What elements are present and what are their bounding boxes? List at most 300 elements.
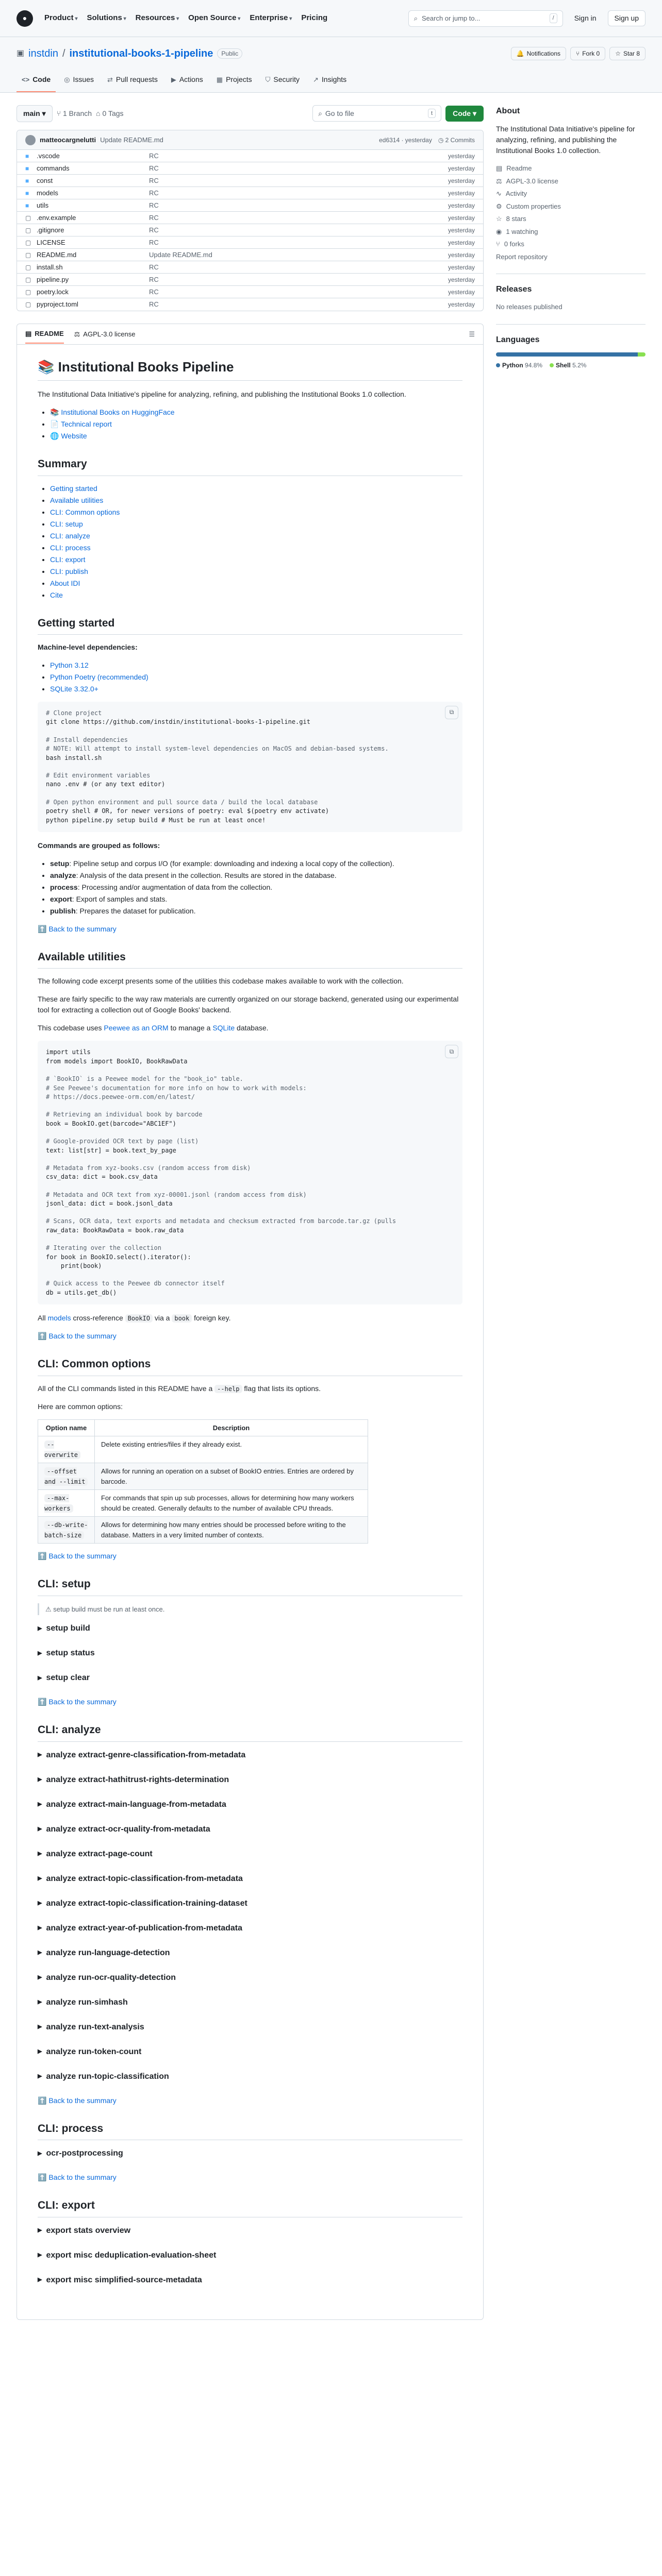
details-toggle[interactable] bbox=[38, 1774, 462, 1786]
file-date: yesterday bbox=[448, 214, 475, 222]
fork-button[interactable] bbox=[570, 47, 605, 60]
file-name-label: utils bbox=[37, 201, 49, 209]
cli-p2: Here are common options: bbox=[38, 1402, 123, 1411]
nav-open-source[interactable]: Open Source ▾ bbox=[188, 12, 240, 24]
triangle-right-icon: ▶ bbox=[38, 1801, 42, 1808]
repo-name-link[interactable]: institutional-books-1-pipeline bbox=[69, 48, 213, 59]
option-desc: For commands that spin up sub processes, allows for determining how many workers should be created. Generally defaults to the number of available CPU threads. bbox=[95, 1490, 368, 1517]
group-desc: : Processing and/or augmentation of data from the collection. bbox=[77, 883, 273, 891]
details-label: analyze extract-genre-classification-from-metadata bbox=[46, 1750, 246, 1759]
language-bar-segment bbox=[638, 352, 646, 357]
tab-license-label: AGPL-3.0 license bbox=[83, 330, 136, 338]
file-name-link[interactable] bbox=[25, 275, 149, 285]
file-name-label: LICENSE bbox=[37, 238, 65, 246]
triangle-right-icon: ▶ bbox=[38, 1650, 42, 1656]
option-desc: Allows for running an operation on a subset of BookIO entries. Entries are ordered by barcode. bbox=[95, 1463, 368, 1490]
repo-header bbox=[0, 37, 662, 93]
details-toggle[interactable] bbox=[38, 2225, 462, 2237]
tab-security[interactable] bbox=[260, 71, 305, 92]
peewee-link[interactable]: Peewee as an ORM bbox=[104, 1024, 169, 1032]
language-dot-icon bbox=[550, 363, 554, 367]
table-row bbox=[17, 286, 483, 298]
file-date: yesterday bbox=[448, 251, 475, 259]
commit-hash[interactable]: ed6314 · yesterday bbox=[379, 136, 432, 144]
copy-icon[interactable]: ⧉ bbox=[445, 706, 458, 719]
groups-list bbox=[50, 858, 462, 917]
sidebar-item-label: 0 forks bbox=[504, 240, 524, 248]
triangle-right-icon: ▶ bbox=[38, 1925, 42, 1931]
details-toggle[interactable] bbox=[38, 1672, 462, 1684]
file-commit-message-link[interactable]: RC bbox=[149, 238, 159, 246]
back-to-summary-link[interactable]: ⬆️ Back to the summary bbox=[38, 924, 117, 933]
tab-projects[interactable] bbox=[211, 71, 257, 92]
file-commit-message-link[interactable]: RC bbox=[149, 300, 159, 309]
language-name: Python bbox=[502, 361, 523, 369]
group-name: publish bbox=[50, 906, 76, 915]
sidebar-item-star[interactable] bbox=[496, 214, 646, 224]
language-name: Shell bbox=[556, 361, 571, 369]
tab-readme[interactable] bbox=[25, 325, 64, 344]
details-toggle[interactable] bbox=[38, 1848, 462, 1860]
triangle-right-icon: ▶ bbox=[38, 1950, 42, 1956]
main-column bbox=[16, 105, 484, 2320]
dep-poetry-link[interactable]: Python Poetry (recommended) bbox=[50, 673, 148, 681]
code-line bbox=[46, 762, 454, 771]
summary-link[interactable]: CLI: publish bbox=[50, 567, 88, 575]
code-line: # Metadata and OCR text from xyz-00001.jsonl (random access from disk) bbox=[46, 1191, 307, 1198]
sidebar-item-book[interactable] bbox=[496, 163, 646, 174]
warning-icon: ⚠ bbox=[45, 1605, 52, 1613]
branch-select-button[interactable]: main ▾ bbox=[16, 105, 53, 122]
cli-analyze-heading: CLI: analyze bbox=[38, 1722, 462, 1742]
global-search-input[interactable] bbox=[408, 10, 563, 27]
book-icon: ▤ bbox=[25, 329, 32, 337]
star-button[interactable] bbox=[609, 47, 646, 60]
details-toggle[interactable] bbox=[38, 1873, 462, 1885]
tab-insights-label: Insights bbox=[321, 75, 347, 83]
details-toggle[interactable] bbox=[38, 2249, 462, 2262]
sidebar-item-label: 1 watching bbox=[506, 227, 538, 235]
table-row bbox=[38, 1463, 368, 1490]
details-toggle[interactable] bbox=[38, 1947, 462, 1959]
code-line bbox=[46, 1270, 454, 1279]
goto-shortcut: t bbox=[428, 109, 436, 118]
nav-pricing[interactable]: Pricing bbox=[301, 13, 328, 23]
language-dot-icon bbox=[496, 363, 500, 367]
details-toggle[interactable] bbox=[38, 1749, 462, 1761]
file-commit-message-link[interactable]: RC bbox=[149, 201, 159, 209]
groups-label: Commands are grouped as follows: bbox=[38, 841, 160, 850]
tags-label: 0 Tags bbox=[102, 109, 124, 117]
tab-code[interactable] bbox=[16, 71, 56, 92]
file-name-link[interactable] bbox=[25, 287, 149, 297]
file-icon: ▢ bbox=[25, 214, 31, 222]
details-toggle[interactable] bbox=[38, 1972, 462, 1984]
code-line: poetry shell # OR, for newer versions of poetry: eval $(poetry env activate) bbox=[46, 807, 329, 815]
code-line bbox=[46, 1155, 454, 1164]
summary-link[interactable]: Available utilities bbox=[50, 496, 104, 504]
table-row bbox=[17, 224, 483, 236]
intro-links bbox=[50, 407, 462, 442]
details-toggle[interactable] bbox=[38, 1823, 462, 1836]
code-line: # `BookIO` is a Peewee model for the "book_io" table. bbox=[46, 1075, 243, 1083]
option-name: --max-workers bbox=[44, 1494, 73, 1513]
tab-license[interactable] bbox=[74, 325, 136, 344]
readme-panel bbox=[16, 324, 484, 2320]
details-label: analyze run-ocr-quality-detection bbox=[46, 1973, 176, 1982]
go-to-file-input[interactable] bbox=[312, 105, 441, 122]
triangle-right-icon: ▶ bbox=[38, 1826, 42, 1833]
tab-code-label: Code bbox=[32, 75, 51, 83]
nav-product[interactable]: Product ▾ bbox=[44, 12, 77, 24]
sign-in-link[interactable]: Sign in bbox=[574, 14, 597, 22]
file-commit-message-link[interactable]: RC bbox=[149, 275, 159, 283]
branch-icon: ⑂ bbox=[56, 109, 61, 117]
gear-icon: ⚙ bbox=[496, 202, 502, 210]
triangle-right-icon: ▶ bbox=[38, 2150, 42, 2157]
sidebar-item-label: AGPL-3.0 license bbox=[506, 177, 558, 185]
details-toggle[interactable] bbox=[38, 1922, 462, 1935]
option-desc: Delete existing entries/files if they already exist. bbox=[95, 1436, 368, 1463]
file-date: yesterday bbox=[448, 189, 475, 197]
install-code-block bbox=[38, 702, 462, 832]
file-name-label: README.md bbox=[37, 250, 77, 259]
table-row bbox=[17, 150, 483, 162]
file-icon: ▢ bbox=[25, 263, 31, 271]
graph-icon: ↗ bbox=[312, 75, 319, 83]
option-name-cell bbox=[38, 1463, 95, 1490]
dep-sqlite-link[interactable]: SQLite 3.32.0+ bbox=[50, 685, 98, 693]
options-table bbox=[38, 1419, 368, 1544]
technical-report-link[interactable]: 📄 Technical report bbox=[50, 420, 112, 428]
website-link[interactable]: 🌐 Website bbox=[50, 432, 87, 440]
code-line: git clone https://github.com/instdin/institutional-books-1-pipeline.git bbox=[46, 718, 310, 726]
readme-intro: The Institutional Data Initiative's pipeline for analyzing, refining, and publishing the Institutional Books 1.0 collection. bbox=[38, 390, 406, 398]
code-line: jsonl_data: dict = book.jsonl_data bbox=[46, 1200, 173, 1208]
sqlite-link[interactable]: SQLite bbox=[212, 1024, 235, 1032]
table-row bbox=[17, 298, 483, 311]
language-item[interactable] bbox=[550, 361, 586, 370]
file-commit-message-link[interactable]: RC bbox=[149, 226, 159, 234]
file-commit-message-link[interactable]: Update README.md bbox=[149, 250, 212, 259]
languages-heading: Languages bbox=[496, 335, 540, 344]
table-row bbox=[17, 187, 483, 199]
file-name-link[interactable] bbox=[25, 250, 149, 260]
folder-icon: ■ bbox=[25, 152, 29, 160]
search-shortcut: / bbox=[550, 13, 557, 23]
code-line: print(book) bbox=[46, 1262, 102, 1270]
dep-python-link[interactable]: Python 3.12 bbox=[50, 661, 89, 669]
list-item bbox=[50, 882, 462, 893]
table-row bbox=[38, 1436, 368, 1463]
file-name-link[interactable] bbox=[25, 213, 149, 223]
table-row bbox=[17, 162, 483, 175]
details-toggle[interactable] bbox=[38, 2046, 462, 2058]
history-icon: ◷ bbox=[438, 136, 444, 144]
group-name: setup bbox=[50, 859, 70, 868]
list-item bbox=[50, 858, 462, 869]
details-toggle[interactable] bbox=[38, 1996, 462, 2009]
group-name: analyze bbox=[50, 871, 76, 879]
sign-up-button[interactable]: Sign up bbox=[608, 10, 646, 26]
commits-label: 2 Commits bbox=[445, 136, 475, 144]
option-desc: Allows for determining how many entries should be processed before writing to the database. Matters in a very limited number of contexts. bbox=[95, 1517, 368, 1544]
util-p3-text-b: to manage a bbox=[168, 1024, 213, 1032]
file-name-link[interactable] bbox=[25, 151, 149, 161]
details-toggle[interactable] bbox=[38, 1622, 462, 1635]
file-name-link[interactable] bbox=[25, 163, 149, 174]
summary-link[interactable]: CLI: process bbox=[50, 543, 91, 552]
notifications-label: Notifications bbox=[526, 50, 560, 57]
file-commit-message-link[interactable]: RC bbox=[149, 151, 159, 160]
deps-label: Machine-level dependencies: bbox=[38, 643, 138, 651]
details-label: analyze extract-page-count bbox=[46, 1849, 153, 1858]
summary-link[interactable]: CLI: analyze bbox=[50, 531, 90, 540]
file-commit-message-link[interactable]: RC bbox=[149, 189, 159, 197]
tab-issues[interactable] bbox=[59, 71, 99, 92]
goto-placeholder: Go to file bbox=[325, 109, 354, 117]
triangle-right-icon: ▶ bbox=[38, 2227, 42, 2234]
commits-link[interactable] bbox=[438, 135, 475, 145]
details-toggle[interactable] bbox=[38, 1799, 462, 1811]
code-line: # See Peewee's documentation for more info on how to work with models: bbox=[46, 1084, 307, 1092]
code-line: db = utils.get_db() bbox=[46, 1289, 117, 1296]
table-row bbox=[17, 274, 483, 286]
cli-p1 bbox=[38, 1383, 462, 1394]
file-date: yesterday bbox=[448, 288, 475, 296]
cli-p1-text-b: flag that lists its options. bbox=[242, 1384, 321, 1393]
triangle-right-icon: ▶ bbox=[38, 1625, 42, 1632]
nav-resources[interactable]: Resources ▾ bbox=[136, 12, 179, 24]
notifications-button[interactable] bbox=[511, 47, 566, 60]
file-icon: ▢ bbox=[25, 251, 31, 259]
releases-heading[interactable]: Releases bbox=[496, 285, 532, 294]
details-label: setup status bbox=[46, 1649, 95, 1658]
table-row bbox=[17, 236, 483, 249]
summary-link[interactable]: CLI: export bbox=[50, 555, 86, 564]
file-commit-message-link[interactable]: RC bbox=[149, 263, 159, 271]
code-line: # Metadata from xyz-books.csv (random access from disk) bbox=[46, 1164, 251, 1172]
details-toggle[interactable] bbox=[38, 2147, 462, 2160]
language-bar-segment bbox=[496, 352, 638, 357]
details-toggle[interactable] bbox=[38, 1647, 462, 1659]
group-name: process bbox=[50, 883, 78, 891]
details-label: analyze run-simhash bbox=[46, 1997, 128, 2007]
file-commit-message-link[interactable]: RC bbox=[149, 164, 159, 172]
releases-text: No releases published bbox=[496, 303, 562, 311]
search-placeholder: Search or jump to... bbox=[421, 14, 481, 22]
github-logo-icon[interactable]: ● bbox=[16, 10, 33, 27]
tab-pull-requests[interactable] bbox=[102, 71, 163, 92]
about-description: The Institutional Data Initiative's pipeline for analyzing, refining, and publishing the Institutional Books 1.0 collection. bbox=[496, 125, 635, 155]
summary-link[interactable]: CLI: setup bbox=[50, 519, 83, 528]
option-name-cell bbox=[38, 1517, 95, 1544]
summary-link[interactable]: About IDI bbox=[50, 579, 80, 587]
details-toggle[interactable] bbox=[38, 2274, 462, 2286]
details-label: analyze run-topic-classification bbox=[46, 2072, 169, 2081]
cli-export-heading: CLI: export bbox=[38, 2197, 462, 2217]
branches-label: 1 Branch bbox=[63, 109, 92, 117]
code-line: text: list[str] = book.text_by_page bbox=[46, 1146, 176, 1154]
repo-icon: ▣ bbox=[16, 49, 25, 58]
util-p3-text-a: This codebase uses bbox=[38, 1024, 104, 1032]
folder-icon: ■ bbox=[25, 177, 29, 184]
file-name-link[interactable] bbox=[25, 238, 149, 248]
avatar[interactable] bbox=[25, 135, 36, 145]
scale-icon: ⚖ bbox=[496, 177, 502, 185]
file-name-link[interactable] bbox=[25, 200, 149, 211]
details-toggle[interactable] bbox=[38, 2021, 462, 2033]
details-label: analyze extract-ocr-quality-from-metadata bbox=[46, 1824, 210, 1834]
nav-solutions[interactable]: Solutions ▾ bbox=[87, 12, 126, 24]
shield-icon: ⛉ bbox=[265, 75, 271, 83]
sidebar-item-label: Activity bbox=[505, 190, 527, 197]
options-header-name: Option name bbox=[38, 1419, 95, 1436]
back-to-summary-link[interactable]: ⬆️ Back to the summary bbox=[38, 2173, 117, 2182]
summary-list bbox=[50, 483, 462, 601]
summary-heading: Summary bbox=[38, 456, 462, 476]
folder-icon: ■ bbox=[25, 164, 29, 172]
table-row bbox=[38, 1517, 368, 1544]
code-line: raw_data: BookRawData = book.raw_data bbox=[46, 1226, 184, 1234]
report-repository-link[interactable] bbox=[496, 252, 646, 262]
fork-icon: ⑂ bbox=[496, 240, 500, 248]
latest-commit-bar bbox=[17, 130, 483, 150]
file-name-label: models bbox=[37, 189, 58, 197]
code-icon: <> bbox=[22, 75, 30, 83]
code-line: # Open python environment and pull source data / build the local database bbox=[46, 798, 318, 806]
code-line: # Edit environment variables bbox=[46, 771, 151, 779]
readme-content bbox=[17, 345, 483, 2319]
sidebar-item-scale[interactable] bbox=[496, 176, 646, 187]
file-name-link[interactable] bbox=[25, 262, 149, 273]
code-dropdown-button[interactable]: Code ▾ bbox=[445, 106, 484, 122]
code-line: for book in BookIO.select().iterator(): bbox=[46, 1253, 191, 1261]
details-label: analyze run-text-analysis bbox=[46, 2022, 144, 2031]
file-icon: ▢ bbox=[25, 288, 31, 296]
utilities-p1: The following code excerpt presents some of the utilities this codebase makes available to work with the collection. bbox=[38, 977, 404, 986]
sidebar-item-fork[interactable] bbox=[496, 239, 646, 249]
outline-menu-icon[interactable]: ☰ bbox=[469, 330, 475, 338]
option-name-cell bbox=[38, 1490, 95, 1517]
file-icon: ▢ bbox=[25, 226, 31, 234]
copy-icon[interactable]: ⧉ bbox=[445, 1045, 458, 1058]
repo-tabs bbox=[16, 71, 646, 92]
table-row bbox=[17, 261, 483, 274]
language-pct: 5.2% bbox=[572, 361, 587, 369]
summary-link[interactable]: Getting started bbox=[50, 484, 97, 493]
branches-link[interactable] bbox=[57, 108, 92, 119]
list-item bbox=[50, 906, 462, 917]
huggingface-link[interactable]: 📚 Institutional Books on HuggingFace bbox=[50, 408, 175, 416]
commit-author-link[interactable]: matteocargnelutti bbox=[40, 135, 96, 144]
group-desc: : Export of samples and stats. bbox=[72, 894, 168, 903]
file-commit-message-link[interactable]: RC bbox=[149, 287, 159, 296]
file-name-link[interactable] bbox=[25, 225, 149, 235]
deps-list bbox=[50, 660, 462, 694]
visibility-badge: Public bbox=[217, 48, 242, 59]
details-toggle[interactable] bbox=[38, 1897, 462, 1910]
play-icon: ▶ bbox=[171, 75, 176, 83]
tab-actions-label: Actions bbox=[179, 75, 203, 83]
code-line: # Clone project bbox=[46, 709, 102, 717]
summary-link[interactable]: CLI: Common options bbox=[50, 507, 120, 516]
back-to-summary-link[interactable]: ⬆️ Back to the summary bbox=[38, 1332, 117, 1341]
issue-icon: ◎ bbox=[64, 75, 70, 83]
details-label: export stats overview bbox=[46, 2226, 131, 2235]
back-to-summary-link[interactable]: ⬆️ Back to the summary bbox=[38, 1698, 117, 1706]
file-commit-message-link[interactable]: RC bbox=[149, 176, 159, 184]
triangle-right-icon: ▶ bbox=[38, 2252, 42, 2259]
inline-code-book: book bbox=[172, 1314, 192, 1323]
code-line: from models import BookIO, BookRawData bbox=[46, 1057, 188, 1065]
star-icon: ☆ bbox=[496, 215, 502, 223]
back-to-summary-link[interactable]: ⬆️ Back to the summary bbox=[38, 1552, 117, 1561]
language-list bbox=[496, 361, 646, 370]
file-icon: ▢ bbox=[25, 239, 31, 246]
table-row bbox=[17, 249, 483, 261]
models-link[interactable]: models bbox=[47, 1314, 71, 1323]
sidebar-item-eye[interactable] bbox=[496, 227, 646, 237]
sidebar-item-pulse[interactable] bbox=[496, 189, 646, 199]
code-line: # Install dependencies bbox=[46, 736, 128, 743]
commit-message-link[interactable]: Update README.md bbox=[100, 135, 163, 144]
tab-issues-label: Issues bbox=[73, 75, 94, 83]
code-line: import utils bbox=[46, 1048, 91, 1056]
setup-note-text: setup build must be run at least once. bbox=[53, 1605, 165, 1613]
scale-icon: ⚖ bbox=[74, 330, 80, 338]
file-name-link[interactable] bbox=[25, 188, 149, 198]
languages-section bbox=[496, 325, 646, 379]
search-icon: ⌕ bbox=[413, 14, 418, 22]
pulse-icon: ∿ bbox=[496, 190, 502, 197]
tab-actions[interactable] bbox=[166, 71, 208, 92]
cli-options-heading: CLI: Common options bbox=[38, 1356, 462, 1376]
repo-owner-link[interactable]: instdin bbox=[28, 48, 58, 59]
code-line bbox=[46, 1066, 454, 1075]
code-line bbox=[46, 1128, 454, 1137]
eye-icon: ◉ bbox=[496, 227, 502, 235]
code-line bbox=[46, 1235, 454, 1244]
file-name-link[interactable] bbox=[25, 176, 149, 186]
summary-link[interactable]: Cite bbox=[50, 590, 63, 599]
about-heading: About bbox=[496, 107, 520, 115]
code-line: # Iterating over the collection bbox=[46, 1244, 161, 1252]
file-icon: ▢ bbox=[25, 276, 31, 283]
file-name-label: poetry.lock bbox=[37, 287, 69, 296]
triangle-right-icon: ▶ bbox=[38, 1875, 42, 1882]
language-item[interactable] bbox=[496, 361, 542, 370]
tags-link[interactable] bbox=[96, 108, 123, 119]
tab-pull-requests-label: Pull requests bbox=[115, 75, 158, 83]
file-name-label: pyproject.toml bbox=[37, 300, 78, 309]
util-p4-text-c: via a bbox=[153, 1314, 172, 1323]
details-label: export misc deduplication-evaluation-sheet bbox=[46, 2250, 217, 2260]
code-line: bash install.sh bbox=[46, 754, 102, 761]
file-icon: ▢ bbox=[25, 301, 31, 308]
group-desc: : Prepares the dataset for publication. bbox=[75, 906, 196, 915]
option-name: --offset and --limit bbox=[44, 1467, 88, 1486]
triangle-right-icon: ▶ bbox=[38, 2073, 42, 2080]
file-name-link[interactable] bbox=[25, 299, 149, 310]
back-to-summary-link[interactable]: ⬆️ Back to the summary bbox=[38, 2096, 117, 2105]
tab-insights[interactable] bbox=[308, 71, 352, 92]
details-toggle[interactable] bbox=[38, 2071, 462, 2083]
util-p4-text-b: cross-reference bbox=[71, 1314, 125, 1323]
file-commit-message-link[interactable]: RC bbox=[149, 213, 159, 222]
nav-enterprise[interactable]: Enterprise ▾ bbox=[250, 12, 292, 24]
sidebar-item-gear[interactable] bbox=[496, 201, 646, 212]
